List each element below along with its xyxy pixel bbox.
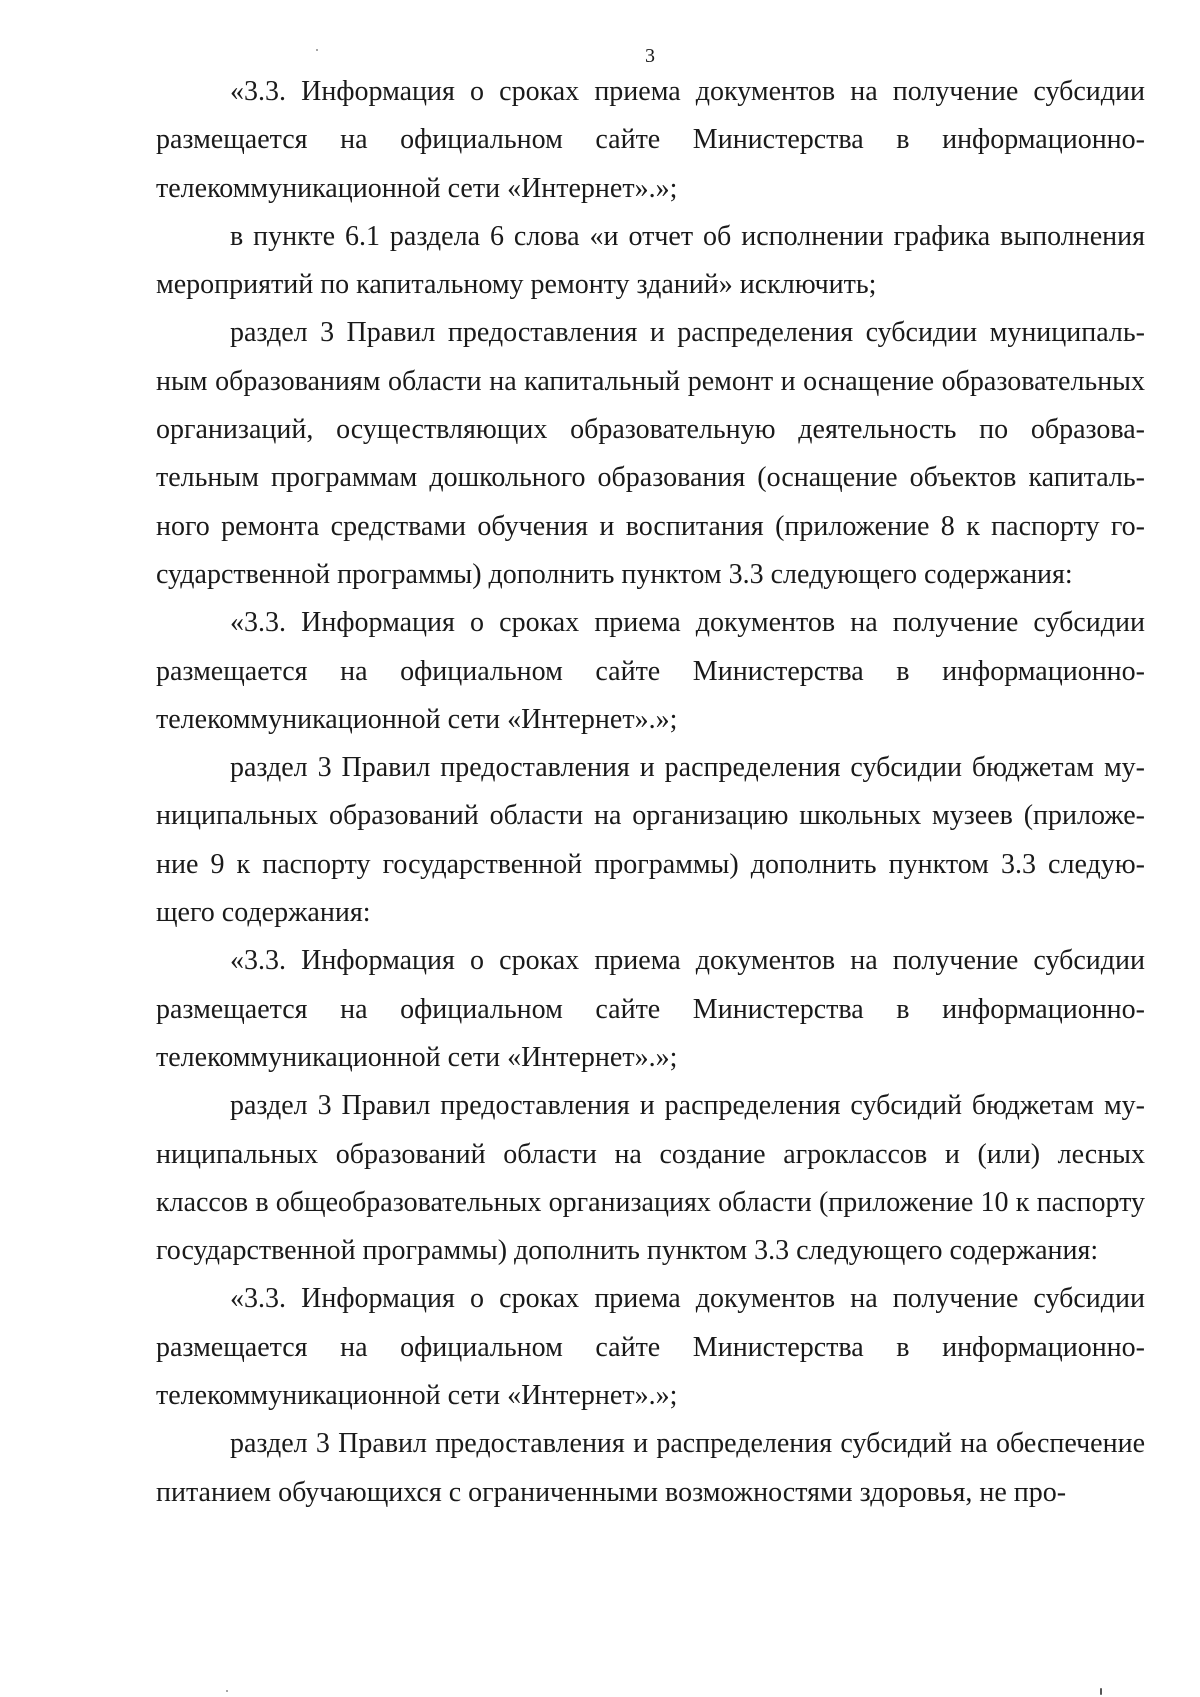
quoted-clause-first-line: «3.3. Информация о сроках приема документов на получение субсидии: [230, 945, 1145, 977]
quoted-clause-continuation: размещается на официальном сайте Министерства в информационно-телекоммуникационной сети «Интернет».»;: [156, 124, 1145, 204]
amendment-paragraph: в пункте 6.1 раздела 6 слова «и отчет об исполнении графика выполнения мероприятий по капитальному ремонту зданий» исключить;: [156, 220, 1145, 301]
quoted-clause-first-line: «3.3. Информация о сроках приема документов на получение субсидии: [230, 1283, 1145, 1315]
quoted-clause-continuation: размещается на официальном сайте Министерства в информационно-телекоммуникационной сети «Интернет».»;: [156, 1331, 1145, 1412]
quoted-clause-first-line: «3.3. Информация о сроках приема документов на получение субсидии: [230, 76, 1145, 107]
quoted-clause-continuation: размещается на официальном сайте Министерства в информационно-телекоммуникационной сети «Интернет».»;: [156, 993, 1145, 1073]
page-number: 3: [645, 45, 655, 67]
document-body: [156, 68, 1145, 1517]
amendment-paragraph: раздел 3 Правил предоставления и распределения субсидии муниципальным образованиям области на капитальный ремонт и оснащение образовательных организаций, осуществляющих образовательную деятельность по образовательным программам дошкольного образования (оснащение объектов капитального ремонта средствами обучения и воспитания (приложение 8 к паспорту государственной программы) дополнить пунктом 3.3 следующего содержания:: [156, 317, 1145, 590]
quoted-clause-first-line: «3.3. Информация о сроках приема документов на получение субсидии: [230, 607, 1145, 639]
amendment-paragraph: раздел 3 Правил предоставления и распределения субсидий бюджетам муниципальных образований области на создание агроклассов и (или) лесных классов в общеобразовательных организациях области (приложение 10 к паспорту государственной программы) дополнить пунктом 3.3 следующего содержания:: [156, 1090, 1145, 1267]
scan-speck: [1100, 1688, 1102, 1695]
quoted-clause-continuation: размещается на официальном сайте Министерства в информационно-телекоммуникационной сети «Интернет».»;: [156, 655, 1145, 735]
scan-speck: [316, 49, 318, 51]
amendment-paragraph: раздел 3 Правил предоставления и распределения субсидии бюджетам муниципальных образований области на организацию школьных музеев (приложение 9 к паспорту государственной программы) дополнить пунктом 3.3 следующего содержания:: [156, 752, 1145, 929]
amendment-paragraph: раздел 3 Правил предоставления и распределения субсидий на обеспечение питанием обучающихся с ограниченными возможностями здоровья, не про-: [156, 1428, 1145, 1508]
scan-speck: [226, 1690, 228, 1692]
